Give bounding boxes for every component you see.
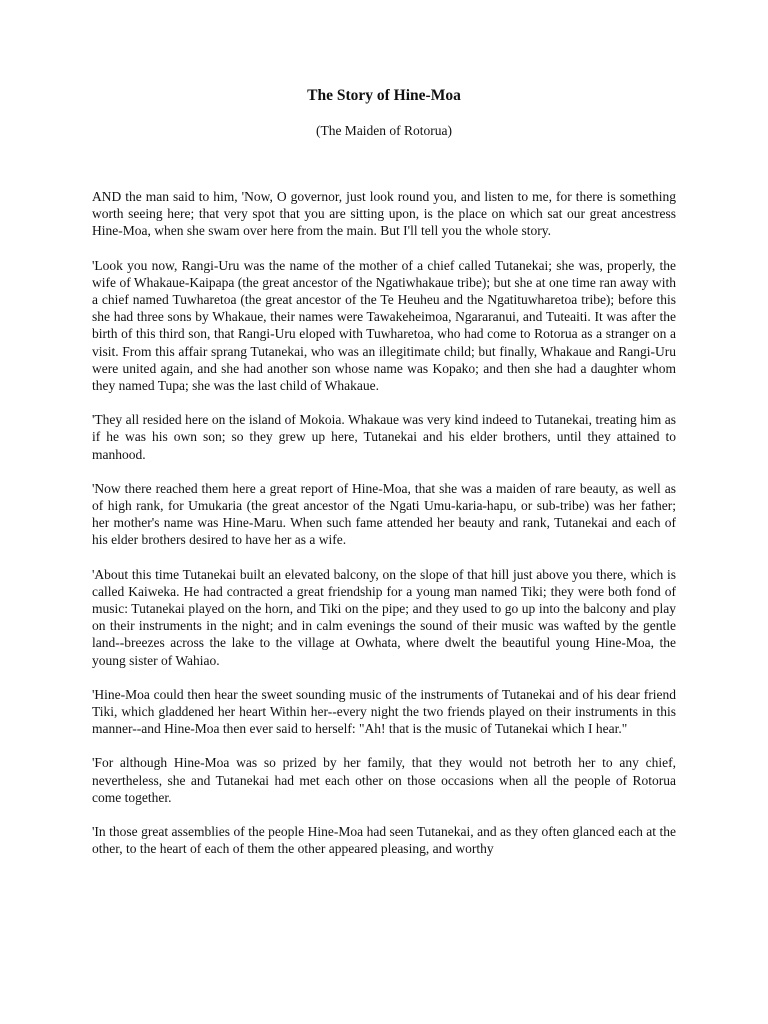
paragraph-1: AND the man said to him, 'Now, O governor, just look round you, and listen to me, for there is something worth seeing here; that very spot that you are sitting upon, is the place on which sat our great ancestress Hine-Moa, when she swam over here from the main. But I'll tell you the whole story. [92,189,676,239]
document-body [92,188,676,858]
paragraph-6: 'Hine-Moa could then hear the sweet sounding music of the instruments of Tutanekai and of his dear friend Tiki, which gladdened her heart Within her--every night the two friends played on their instruments in this manner--and Hine-Moa then ever said to herself: "Ah! that is the music of Tutanekai which I hear." [92,686,676,737]
paragraph-3: 'They all resided here on the island of Mokoia. Whakaue was very kind indeed to Tutanekai, treating him as if he was his own son; so they grew up here, Tutanekai and his elder brothers, until they attained to manhood. [92,412,676,462]
paragraph-7: 'For although Hine-Moa was so prized by her family, that they would not betroth her to any chief, nevertheless, she and Tutanekai had met each other on those occasions when all the people of Rotorua come together. [92,755,676,805]
document-title: The Story of Hine-Moa [307,87,461,104]
paragraph-4: 'Now there reached them here a great report of Hine-Moa, that she was a maiden of rare beauty, as well as of high rank, for Umukaria (the great ancestor of the Ngati Umu-karia-hapu, or sub-tribe) was her father; her mother's name was Hine-Maru. When such fame attended her beauty and rank, Tutanekai and each of his elder brothers desired to have her as a wife. [92,480,676,548]
document-page [92,86,676,875]
document-subtitle: (The Maiden of Rotorua) [315,123,453,138]
paragraph-2: 'Look you now, Rangi-Uru was the name of the mother of a chief called Tutanekai; she was, properly, the wife of Whakaue-Kaipapa (the great ancestor of the Ngatiwhakaue tribe); but she at one time ran away with a chief named Tuwharetoa (the great ancestor of the Te Heuheu and the Ngatituwharetoa tribe); before this she had three sons by Whakaue, their names were Tawakeheimoa, Ngararanui, and Tuteaiti. It was after the birth of this third son, that Rangi-Uru eloped with Tuwharetoa, who had come to Rotorua as a stranger on a visit. From this affair sprang Tutanekai, who was an illegitimate child; but finally, Whakaue and Rangi-Uru were united again, and she had another son whose name was Kopako; and then she had a daughter whom they named Tupa; she was the last child of Whakaue. [92,257,676,394]
paragraph-8: 'In those great assemblies of the people Hine-Moa had seen Tutanekai, and as they often glanced each at the other, to the heart of each of them the other appeared pleasing, and worthy [92,824,676,857]
paragraph-5: 'About this time Tutanekai built an elevated balcony, on the slope of that hill just above you there, which is called Kaiweka. He had contracted a great friendship for a young man named Tiki; they were both fond of music: Tutanekai played on the horn, and Tiki on the pipe; and they used to go up into the balcony and play on their instruments in the night; and in calm evenings the sound of their music was wafted by the gentle land--breezes across the lake to the village at Owhata, where dwelt the beautiful young Hine-Moa, the young sister of Wahiao. [92,566,676,668]
